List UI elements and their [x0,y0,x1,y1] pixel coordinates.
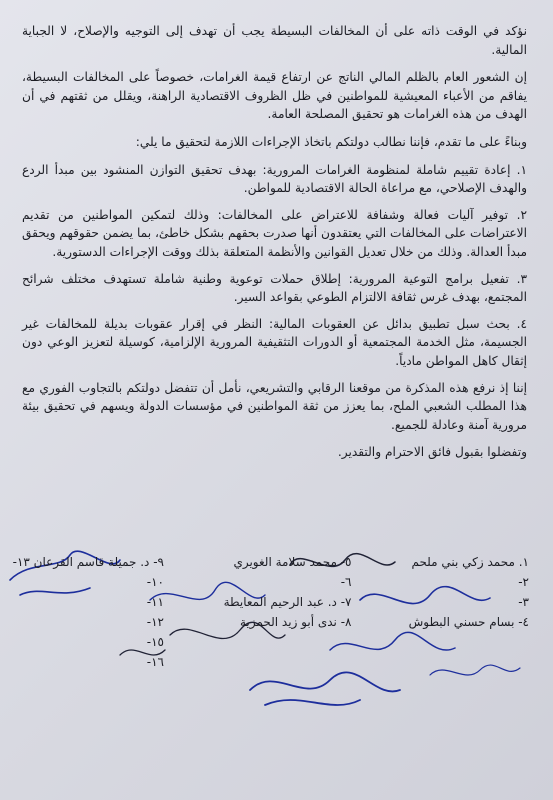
signature-row [14,652,529,672]
demand-item: ٣. تفعيل برامج التوعية المرورية: إطلاق حملات توعوية وطنية شاملة تستهدف مختلف شرائح المجتمع، بهدف غرس ثقافة الالتزام الطوعي بقواعد السير. [22,271,527,305]
signatory: ٤- بسام حسني البطوش [408,615,529,629]
signatory: ١٦- [146,655,164,669]
signatory: ٩- د. جميلة قاسم القرعان ١٣- [12,555,164,569]
signatory [379,652,529,672]
signature-row [14,552,529,572]
memo-body [22,22,527,471]
conclusion-paragraph: إننا إذ نرفع هذه المذكرة من موقعنا الرقابي والتشريعي، نأمل أن تتفضل دولتكم بالتجاوب الفوري مع هذا المطلب الشعبي الملح، بما يعزز من ثقة المواطنين في مؤسسات الدولة ويسهم في تحقيق بيئة مرورية آمنة وعادلة للجميع. [22,380,527,432]
signatory: ٨- ندى أبو زيد الحمزية [240,615,352,629]
signatory [379,632,529,652]
signatory: ١٢- [146,615,164,629]
signatory: ٣- [518,595,529,609]
signatory: ٥- محمد سلامة الغويري [233,555,352,569]
signature-row [14,572,529,592]
signatory: ١. محمد زكي بني ملحم [411,555,529,569]
signature-list [14,552,529,672]
signatory: ١٥- [146,635,164,649]
demand-item: ١. إعادة تقييم شاملة لمنظومة الغرامات المرورية: بهدف تحقيق التوازن المنشود بين مبدأ الردع والهدف الإصلاحي، مع مراعاة الحالة الاقتصادية للمواطن. [22,162,527,196]
signatory: ٦- [340,575,352,589]
signatory: ١١- [146,595,164,609]
signatory [192,632,352,652]
demand-item: ٤. بحث سبل تطبيق بدائل عن العقوبات المالية: النظر في إقرار عقوبات بديلة للمخالفات غير الجسيمة، مثل الخدمة المجتمعية أو الدورات التثقيفية المرورية الإلزامية، كوسيلة لتعزيز الوعي دون إثقال كاهل المواطن مادياً. [22,316,527,368]
signatory: ١٠- [146,575,164,589]
demand-item: ٢. توفير آليات فعالة وشفافة للاعتراض على المخالفات: وذلك لتمكين المواطنين من تقديم الاعتراضات على المخالفات التي يعتقدون أنها صدرت بحقهم بشكل خاطئ، بما يضمن حقوقهم ويحقق مبدأ العدالة. وذلك من خلال تعديل القوانين والأنظمة المتعلقة بذلك ووقت الإجراءات الدستورية. [22,207,527,259]
signatory: ٢- [518,575,529,589]
signature-row [14,592,529,612]
signatory: ٧- د. عبد الرحيم المعايطة [223,595,352,609]
signature-row [14,632,529,652]
signatory [192,652,352,672]
closing-line: وتفضلوا بقبول فائق الاحترام والتقدير. [337,445,527,460]
paragraph: نؤكد في الوقت ذاته على أن المخالفات البسيطة يجب أن تهدف إلى التوجيه والإصلاح، لا الجباية المالية. [22,24,527,57]
signature-row [14,612,529,632]
paragraph: إن الشعور العام بالظلم المالي الناتج عن ارتفاع قيمة الغرامات، خصوصاً على المخالفات البسيطة، يفاقم من الأعباء المعيشية للمواطنين في ظل الظروف الاقتصادية الراهنة، ويقلل من ثقتهم في أن الهدف من هذه الغرامات هو تحقيق المصلحة العامة. [22,70,527,122]
paragraph: وبناءً على ما تقدم، فإننا نطالب دولتكم باتخاذ الإجراءات اللازمة لتحقيق ما يلي: [135,134,527,149]
